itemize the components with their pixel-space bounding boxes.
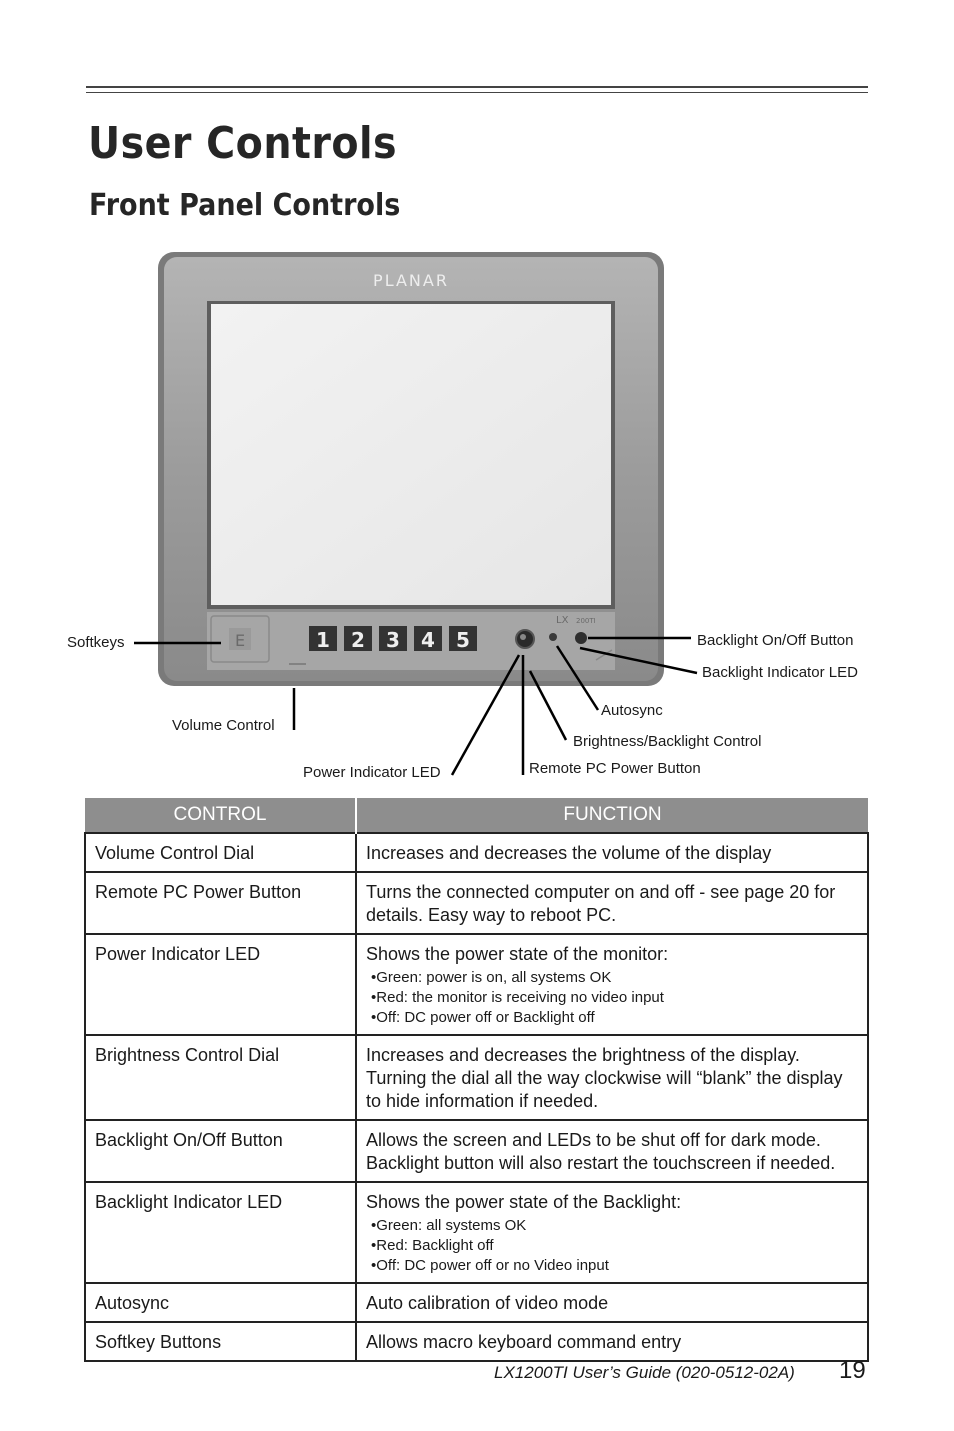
function-cell bbox=[356, 1322, 868, 1361]
softkey-5-label: 5 bbox=[456, 628, 470, 652]
table-row bbox=[85, 1035, 868, 1120]
bullet-item: • Off: DC power off or no Video input bbox=[371, 1256, 859, 1276]
callout-backlight-button: Backlight On/Off Button bbox=[697, 632, 854, 649]
control-cell: Softkey Buttons bbox=[85, 1322, 356, 1361]
function-cell bbox=[356, 1035, 868, 1120]
table-header-row bbox=[85, 798, 868, 833]
bullet-item: • Red: the monitor is receiving no video input bbox=[371, 988, 859, 1008]
bullet-item: • Green: power is on, all systems OK bbox=[371, 968, 859, 988]
table-row bbox=[85, 934, 868, 1035]
table-row bbox=[85, 833, 868, 872]
control-cell: Remote PC Power Button bbox=[85, 872, 356, 934]
callout-remote-pc: Remote PC Power Button bbox=[529, 760, 701, 777]
function-text: Allows the screen and LEDs to be shut off for dark mode. Backlight button will also restart the touchscreen if needed. bbox=[366, 1130, 836, 1173]
bullet-item: • Red: Backlight off bbox=[371, 1236, 859, 1256]
function-text: Increases and decreases the brightness of the display. Turning the dial all the way clockwise will “blank” the display to hide information if needed. bbox=[366, 1045, 843, 1111]
softkey-3-label: 3 bbox=[386, 628, 400, 652]
monitor-illustration bbox=[0, 230, 954, 790]
function-text: Allows macro keyboard command entry bbox=[366, 1332, 682, 1352]
function-text: Auto calibration of video mode bbox=[366, 1293, 609, 1313]
table-row bbox=[85, 1120, 868, 1182]
table-row bbox=[85, 1322, 868, 1361]
function-bullets bbox=[366, 1216, 859, 1276]
function-cell bbox=[356, 934, 868, 1035]
number-softkeys bbox=[309, 626, 477, 652]
table-row bbox=[85, 1283, 868, 1322]
control-cell: Backlight Indicator LED bbox=[85, 1182, 356, 1283]
function-cell bbox=[356, 1120, 868, 1182]
control-cell: Power Indicator LED bbox=[85, 934, 356, 1035]
header-function: FUNCTION bbox=[356, 798, 868, 833]
callout-backlight-led: Backlight Indicator LED bbox=[702, 664, 858, 681]
header-control: CONTROL bbox=[85, 798, 356, 833]
callout-brightness: Brightness/Backlight Control bbox=[573, 733, 762, 750]
autosync-led bbox=[549, 633, 557, 641]
function-text: Shows the power state of the Backlight: bbox=[366, 1192, 682, 1212]
function-text: Turns the connected computer on and off - see page 20 for details. Easy way to reboot PC. bbox=[366, 882, 836, 925]
bullet-item: • Green: all systems OK bbox=[371, 1216, 859, 1236]
softkey-1-label: 1 bbox=[316, 628, 330, 652]
function-cell bbox=[356, 1182, 868, 1283]
control-cell: Volume Control Dial bbox=[85, 833, 356, 872]
controls-table bbox=[84, 798, 869, 1362]
table-row bbox=[85, 872, 868, 934]
function-cell bbox=[356, 872, 868, 934]
remote-pc-knob-highlight bbox=[520, 634, 526, 640]
page-number: 19 bbox=[839, 1357, 866, 1384]
header-rule-top bbox=[86, 86, 868, 88]
control-cell: Brightness Control Dial bbox=[85, 1035, 356, 1120]
control-cell: Autosync bbox=[85, 1283, 356, 1322]
function-cell bbox=[356, 833, 868, 872]
callout-volume: Volume Control bbox=[172, 717, 275, 734]
screen bbox=[211, 304, 611, 605]
bullet-item: • Off: DC power off or Backlight off bbox=[371, 1008, 859, 1028]
callout-autosync: Autosync bbox=[601, 702, 663, 719]
callout-power-led: Power Indicator LED bbox=[303, 764, 441, 781]
backlight-button bbox=[575, 632, 587, 644]
brand-logo: PLANAR bbox=[373, 271, 449, 290]
footer-guide-title: LX1200TI User’s Guide (020-0512-02A) bbox=[494, 1363, 795, 1382]
page-title: User Controls bbox=[88, 118, 398, 169]
table-row bbox=[85, 1182, 868, 1283]
model-number: 200TI bbox=[576, 617, 596, 625]
monitor-figure bbox=[0, 230, 954, 790]
table-body bbox=[85, 833, 868, 1361]
function-text: Shows the power state of the monitor: bbox=[366, 944, 669, 964]
control-cell: Backlight On/Off Button bbox=[85, 1120, 356, 1182]
function-cell bbox=[356, 1283, 868, 1322]
softkey-2-label: 2 bbox=[351, 628, 365, 652]
function-bullets bbox=[366, 968, 859, 1028]
model-label: LX bbox=[556, 615, 569, 626]
softkey-e-label: E bbox=[234, 631, 246, 650]
softkey-4-label: 4 bbox=[421, 628, 435, 652]
function-text: Increases and decreases the volume of the display bbox=[366, 843, 772, 863]
callout-softkeys: Softkeys bbox=[67, 634, 125, 651]
header-rule-bottom bbox=[86, 92, 868, 93]
section-title: Front Panel Controls bbox=[89, 188, 401, 223]
